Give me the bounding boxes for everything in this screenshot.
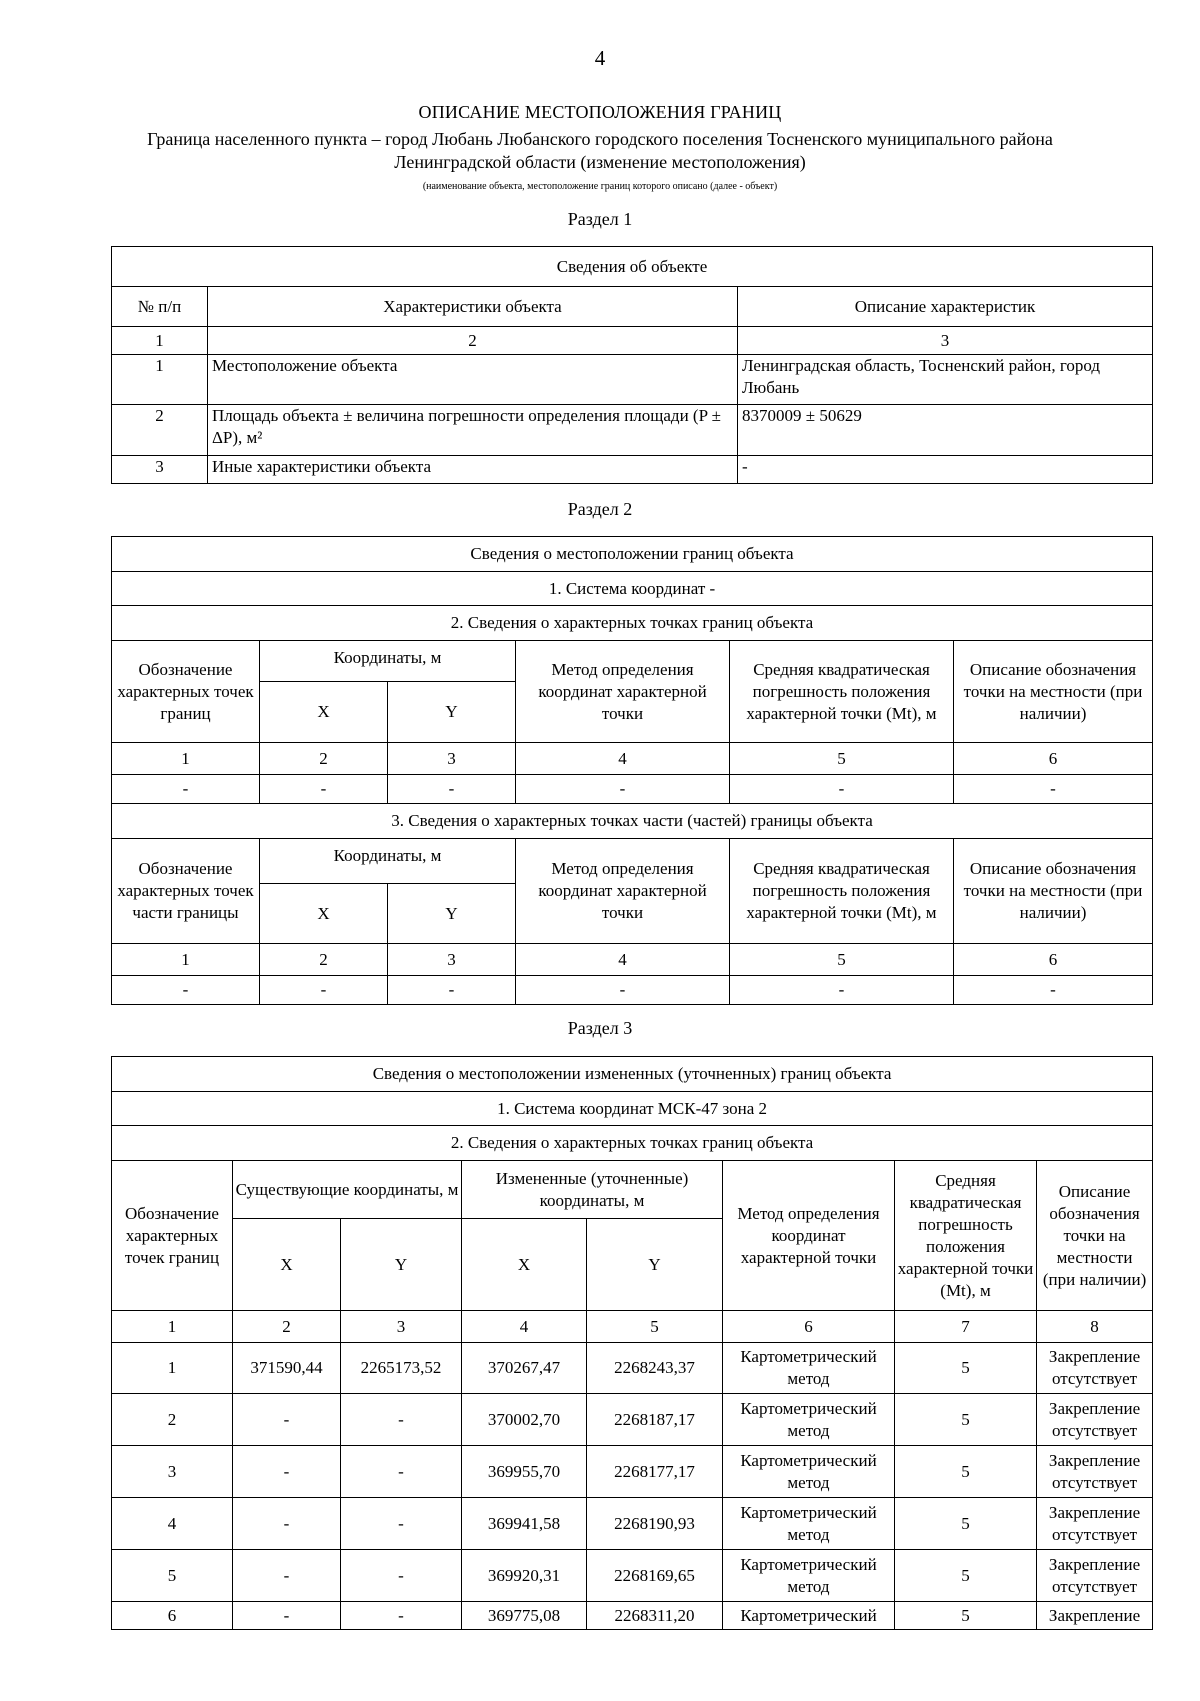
- column-number: 3: [388, 743, 516, 775]
- mt-value: 5: [895, 1343, 1037, 1394]
- existing-x: -: [233, 1446, 341, 1498]
- changed-x: 369920,31: [462, 1550, 587, 1602]
- boundary-location-table: [111, 536, 1153, 1005]
- changed-y: 2268169,65: [587, 1550, 723, 1602]
- method: Картометрический метод: [723, 1498, 895, 1550]
- row-number: 3: [112, 456, 208, 484]
- row-number: 2: [112, 405, 208, 456]
- header-cell: Описание характеристик: [738, 287, 1153, 327]
- object-name-line1: Граница населенного пункта – город Любань Любанского городского поселения Тосненского муниципального района: [147, 129, 1053, 149]
- existing-y: -: [341, 1498, 462, 1550]
- header-cell: Обозначение характерных точек части границы: [112, 839, 260, 944]
- column-number: 6: [954, 944, 1153, 976]
- existing-y: 2265173,52: [341, 1343, 462, 1394]
- changed-x: 370267,47: [462, 1343, 587, 1394]
- column-number: 2: [260, 944, 388, 976]
- column-number: 2: [208, 327, 738, 355]
- empty-cell: -: [954, 775, 1153, 804]
- header-cell: Обозначение характерных точек границ: [112, 641, 260, 743]
- empty-cell: -: [112, 775, 260, 804]
- existing-y: -: [341, 1394, 462, 1446]
- point-description: Закрепление отсутствует: [1037, 1394, 1153, 1446]
- changed-x: 369955,70: [462, 1446, 587, 1498]
- mt-value: 5: [895, 1550, 1037, 1602]
- empty-cell: -: [260, 775, 388, 804]
- table-row: [112, 1343, 1153, 1394]
- header-cell: Y: [388, 682, 516, 743]
- column-number: 2: [260, 743, 388, 775]
- header-cell: Описание обозначения точки на местности (при наличии): [954, 641, 1153, 743]
- column-number: 1: [112, 743, 260, 775]
- table-row: [112, 1602, 1153, 1630]
- column-number: 3: [388, 944, 516, 976]
- characteristic: Местоположение объекта: [208, 355, 738, 405]
- section2-heading: Раздел 2: [567, 499, 633, 519]
- method: Картометрический метод: [723, 1446, 895, 1498]
- column-number: 5: [730, 944, 954, 976]
- method: Картометрический метод: [723, 1394, 895, 1446]
- header-cell: Метод определения координат характерной точки: [516, 641, 730, 743]
- column-number: 1: [112, 1311, 233, 1343]
- empty-cell: -: [730, 775, 954, 804]
- column-number: 1: [112, 944, 260, 976]
- point-description: Закрепление отсутствует: [1037, 1498, 1153, 1550]
- header-cell: Средняя квадратическая погрешность положения характерной точки (Mt), м: [895, 1161, 1037, 1311]
- header-cell: № п/п: [112, 287, 208, 327]
- characteristic-value: -: [738, 456, 1153, 484]
- table-row: [112, 456, 1153, 484]
- empty-cell: -: [112, 976, 260, 1005]
- method: Картометрический: [723, 1602, 895, 1630]
- table-row: [112, 1550, 1153, 1602]
- column-number: 4: [516, 944, 730, 976]
- row-number: 1: [112, 355, 208, 405]
- table-row: [112, 1446, 1153, 1498]
- point-id: 2: [112, 1394, 233, 1446]
- changed-y: 2268187,17: [587, 1394, 723, 1446]
- coord-system: 1. Система координат -: [112, 572, 1153, 606]
- header-cell: Координаты, м: [260, 839, 516, 884]
- header-cell: X: [260, 884, 388, 944]
- header-cell: Обозначение характерных точек границ: [112, 1161, 233, 1311]
- point-description: Закрепление отсутствует: [1037, 1343, 1153, 1394]
- header-cell: Y: [587, 1219, 723, 1311]
- existing-x: -: [233, 1602, 341, 1630]
- changed-boundary-table: [111, 1056, 1153, 1630]
- column-number: 8: [1037, 1311, 1153, 1343]
- changed-y: 2268243,37: [587, 1343, 723, 1394]
- column-number: 5: [587, 1311, 723, 1343]
- table-title: Сведения о местоположении измененных (уточненных) границ объекта: [112, 1057, 1153, 1092]
- changed-x: 369775,08: [462, 1602, 587, 1630]
- existing-x: -: [233, 1394, 341, 1446]
- changed-y: 2268190,93: [587, 1498, 723, 1550]
- changed-y: 2268311,20: [587, 1602, 723, 1630]
- empty-cell: -: [388, 775, 516, 804]
- column-number: 6: [723, 1311, 895, 1343]
- object-info-table: [111, 246, 1153, 484]
- existing-x: -: [233, 1498, 341, 1550]
- method: Картометрический метод: [723, 1343, 895, 1394]
- empty-cell: -: [516, 976, 730, 1005]
- table-row: [112, 1394, 1153, 1446]
- empty-cell: -: [516, 775, 730, 804]
- column-number: 4: [462, 1311, 587, 1343]
- header-cell: Метод определения координат характерной точки: [723, 1161, 895, 1311]
- header-cell: X: [260, 682, 388, 743]
- changed-y: 2268177,17: [587, 1446, 723, 1498]
- table-row: [112, 775, 1153, 804]
- mt-value: 5: [895, 1446, 1037, 1498]
- point-description: Закрепление отсутствует: [1037, 1550, 1153, 1602]
- existing-y: -: [341, 1602, 462, 1630]
- mt-value: 5: [895, 1394, 1037, 1446]
- characteristic-value: Ленинградская область, Тосненский район, город Любань: [738, 355, 1153, 405]
- header-cell: Характеристики объекта: [208, 287, 738, 327]
- characteristic: Иные характеристики объекта: [208, 456, 738, 484]
- page-title: ОПИСАНИЕ МЕСТОПОЛОЖЕНИЯ ГРАНИЦ: [418, 102, 782, 122]
- header-cell: Координаты, м: [260, 641, 516, 682]
- point-description: Закрепление: [1037, 1602, 1153, 1630]
- object-name-hint: (наименование объекта, местоположение границ которого описано (далее - объект): [422, 181, 778, 192]
- header-cell: Описание обозначения точки на местности (при наличии): [1037, 1161, 1153, 1311]
- existing-y: -: [341, 1550, 462, 1602]
- header-cell: Y: [388, 884, 516, 944]
- column-number: 2: [233, 1311, 341, 1343]
- point-description: Закрепление отсутствует: [1037, 1446, 1153, 1498]
- point-id: 3: [112, 1446, 233, 1498]
- point-id: 6: [112, 1602, 233, 1630]
- existing-x: 371590,44: [233, 1343, 341, 1394]
- page-number: 4: [594, 46, 606, 70]
- column-number: 3: [738, 327, 1153, 355]
- column-number: 1: [112, 327, 208, 355]
- mt-value: 5: [895, 1602, 1037, 1630]
- subsection-title: 2. Сведения о характерных точках границ объекта: [112, 1126, 1153, 1161]
- column-number: 7: [895, 1311, 1037, 1343]
- characteristic-value: 8370009 ± 50629: [738, 405, 1153, 456]
- table-title: Сведения о местоположении границ объекта: [112, 537, 1153, 572]
- empty-cell: -: [260, 976, 388, 1005]
- object-name-line2: Ленинградской области (изменение местоположения): [394, 152, 806, 172]
- section3-heading: Раздел 3: [567, 1018, 633, 1038]
- header-cell: X: [233, 1219, 341, 1311]
- table-row: [112, 405, 1153, 456]
- subsection-title: 3. Сведения о характерных точках части (частей) границы объекта: [112, 804, 1153, 839]
- column-number: 6: [954, 743, 1153, 775]
- header-cell: Метод определения координат характерной точки: [516, 839, 730, 944]
- header-cell: Средняя квадратическая погрешность положения характерной точки (Mt), м: [730, 641, 954, 743]
- point-id: 1: [112, 1343, 233, 1394]
- mt-value: 5: [895, 1498, 1037, 1550]
- changed-x: 369941,58: [462, 1498, 587, 1550]
- empty-cell: -: [730, 976, 954, 1005]
- table-row: [112, 976, 1153, 1005]
- point-id: 4: [112, 1498, 233, 1550]
- point-id: 5: [112, 1550, 233, 1602]
- empty-cell: -: [954, 976, 1153, 1005]
- existing-y: -: [341, 1446, 462, 1498]
- empty-cell: -: [388, 976, 516, 1005]
- header-cell: Существующие координаты, м: [233, 1161, 462, 1219]
- method: Картометрический метод: [723, 1550, 895, 1602]
- existing-x: -: [233, 1550, 341, 1602]
- coord-system: 1. Система координат МСК-47 зона 2: [112, 1092, 1153, 1126]
- column-number: 4: [516, 743, 730, 775]
- header-cell: Описание обозначения точки на местности (при наличии): [954, 839, 1153, 944]
- header-cell: X: [462, 1219, 587, 1311]
- table-row: [112, 1498, 1153, 1550]
- header-cell: Y: [341, 1219, 462, 1311]
- header-cell: Измененные (уточненные) координаты, м: [462, 1161, 723, 1219]
- subsection-title: 2. Сведения о характерных точках границ объекта: [112, 606, 1153, 641]
- section1-heading: Раздел 1: [567, 209, 633, 229]
- header-cell: Средняя квадратическая погрешность положения характерной точки (Mt), м: [730, 839, 954, 944]
- column-number: 3: [341, 1311, 462, 1343]
- table-title: Сведения об объекте: [112, 247, 1153, 287]
- column-number: 5: [730, 743, 954, 775]
- changed-x: 370002,70: [462, 1394, 587, 1446]
- characteristic: Площадь объекта ± величина погрешности определения площади (P ± ΔP), м²: [208, 405, 738, 456]
- table-row: [112, 355, 1153, 405]
